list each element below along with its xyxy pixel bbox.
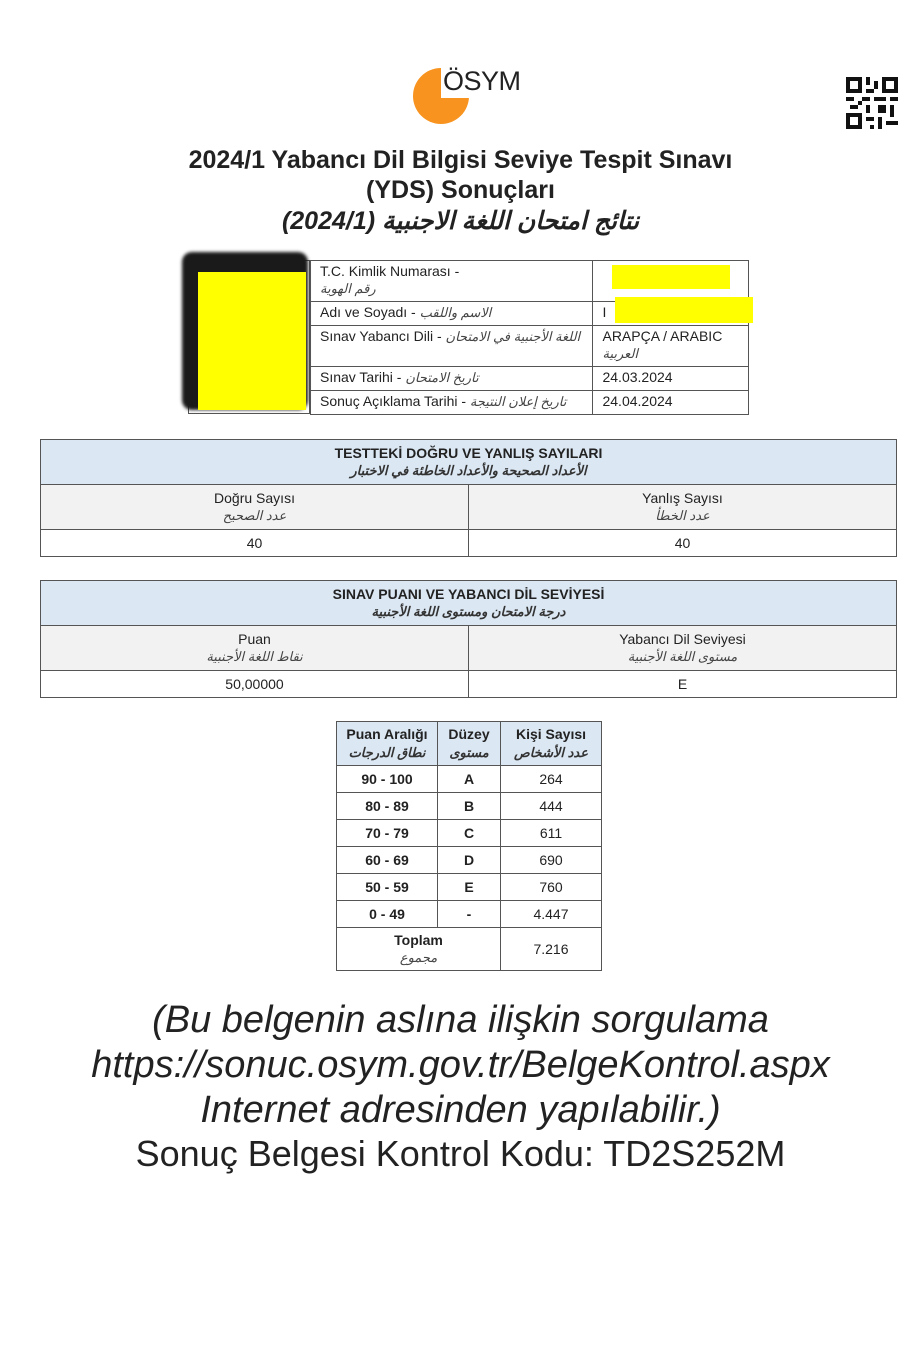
- header-score-range: Puan Aralığı نطاق الدرجات: [337, 722, 438, 766]
- identity-row-language: [311, 326, 749, 367]
- table-row: [337, 766, 602, 793]
- correct-label: Doğru Sayısı: [214, 490, 295, 506]
- logo-text: ÖSYM: [443, 66, 521, 96]
- count-cell: 690: [501, 847, 602, 874]
- photo-redaction-yellow: [198, 272, 306, 410]
- osym-logo: [413, 64, 533, 124]
- value-language-ar: العربية: [602, 346, 639, 361]
- total-label-ar: مجموع: [399, 950, 438, 965]
- table-row: [337, 874, 602, 901]
- verification-url: https://sonuc.osym.gov.tr/BelgeKontrol.aspx: [91, 1044, 830, 1086]
- value-name: I: [593, 302, 749, 326]
- answers-header: [41, 440, 896, 485]
- identity-row-exam-date: [311, 367, 749, 391]
- qr-code-icon: [846, 77, 898, 129]
- table-row: [337, 793, 602, 820]
- header-person-count: Kişi Sayısı عدد الأشخاص: [501, 722, 602, 766]
- count-cell: 444: [501, 793, 602, 820]
- correct-label-ar: عدد الصحيح: [222, 508, 287, 523]
- name-redaction: [615, 297, 753, 323]
- range-cell: 80 - 89: [337, 793, 438, 820]
- value-language: ARAPÇA / ARABIC: [602, 328, 723, 344]
- label-language-ar: اللغة الأجنبية في الامتحان: [445, 329, 581, 344]
- range-cell: 0 - 49: [337, 901, 438, 928]
- label-name-ar: الاسم واللقب: [419, 305, 492, 320]
- score-header: [41, 581, 896, 626]
- level-label: Yabancı Dil Seviyesi: [619, 631, 746, 647]
- count-cell: 264: [501, 766, 602, 793]
- level-cell: D: [438, 847, 501, 874]
- header-level-ar: مستوى: [449, 745, 489, 760]
- control-code: Sonuç Belgesi Kontrol Kodu: TD2S252M: [135, 1133, 786, 1174]
- distribution-header-row: [337, 722, 602, 766]
- label-name: Adı ve Soyadı -: [320, 304, 416, 320]
- distribution-table: [336, 721, 602, 971]
- table-row: [337, 901, 602, 928]
- level-cell: B: [438, 793, 501, 820]
- count-cell: 4.447: [501, 901, 602, 928]
- label-result-date: Sonuç Açıklama Tarihi -: [320, 393, 467, 409]
- answers-box: [40, 439, 897, 557]
- range-cell: 60 - 69: [337, 847, 438, 874]
- table-row: [337, 847, 602, 874]
- identity-row-result-date: [311, 391, 749, 415]
- score-label-ar: نقاط اللغة الأجنبية: [206, 649, 303, 664]
- score-value: 50,00000: [225, 676, 284, 692]
- label-result-date-ar: تاريخ إعلان النتيجة: [469, 394, 567, 409]
- score-box: [40, 580, 897, 698]
- label-tc: T.C. Kimlik Numarası -: [320, 263, 460, 279]
- table-row: [337, 820, 602, 847]
- total-row: [337, 928, 602, 971]
- score-label-cell: [41, 626, 468, 670]
- level-value: E: [468, 671, 896, 697]
- header-person-count-ar: عدد الأشخاص: [514, 745, 588, 760]
- wrong-label-cell: [468, 485, 896, 529]
- total-label-cell: [337, 928, 501, 971]
- tc-redaction: [612, 265, 730, 289]
- score-title: SINAV PUANI VE YABANCI DİL SEVİYESİ: [332, 586, 605, 602]
- level-cell: E: [438, 874, 501, 901]
- header-level: Düzey مستوى: [438, 722, 501, 766]
- label-exam-date: Sınav Tarihi -: [320, 369, 402, 385]
- total-label: Toplam: [394, 932, 443, 948]
- correct-value: 40: [246, 535, 263, 551]
- document-title-line1: 2024/1 Yabancı Dil Bilgisi Seviye Tespit Sınavı: [188, 146, 733, 174]
- wrong-label-ar: عدد الخطأ: [655, 508, 710, 523]
- level-label-ar: مستوى اللغة الأجنبية: [627, 649, 738, 664]
- verification-note-line1: (Bu belgenin aslına ilişkin sorgulama: [152, 999, 769, 1041]
- range-cell: 90 - 100: [337, 766, 438, 793]
- answers-title: TESTTEKİ DOĞRU VE YANLIŞ SAYILARI: [334, 445, 603, 461]
- wrong-value: 40: [468, 530, 896, 556]
- total-value: 7.216: [501, 928, 602, 971]
- range-cell: 70 - 79: [337, 820, 438, 847]
- document-title-arabic: نتائج امتحان اللغة الاجنبية (2024/1): [281, 207, 640, 235]
- score-title-ar: درجة الامتحان ومستوى اللغة الأجنبية: [371, 604, 566, 619]
- level-cell: A: [438, 766, 501, 793]
- count-cell: 611: [501, 820, 602, 847]
- level-cell: C: [438, 820, 501, 847]
- answers-title-ar: الأعداد الصحيحة والأعداد الخاطئة في الاختبار: [350, 463, 587, 478]
- score-label: Puan: [238, 631, 271, 647]
- label-exam-date-ar: تاريخ الامتحان: [405, 370, 479, 385]
- count-cell: 760: [501, 874, 602, 901]
- level-cell: -: [438, 901, 501, 928]
- label-tc-ar: رقم الهوية: [320, 281, 376, 296]
- verification-note-line3: Internet adresinden yapılabilir.): [200, 1089, 721, 1131]
- range-cell: 50 - 59: [337, 874, 438, 901]
- value-exam-date: 24.03.2024: [593, 367, 749, 391]
- value-result-date: 24.04.2024: [593, 391, 749, 415]
- wrong-label: Yanlış Sayısı: [642, 490, 723, 506]
- level-label-cell: [468, 626, 896, 670]
- label-language: Sınav Yabancı Dili -: [320, 328, 442, 344]
- document-title-line2: (YDS) Sonuçları: [366, 176, 555, 204]
- header-score-range-ar: نطاق الدرجات: [348, 745, 426, 760]
- correct-label-cell: [41, 485, 468, 529]
